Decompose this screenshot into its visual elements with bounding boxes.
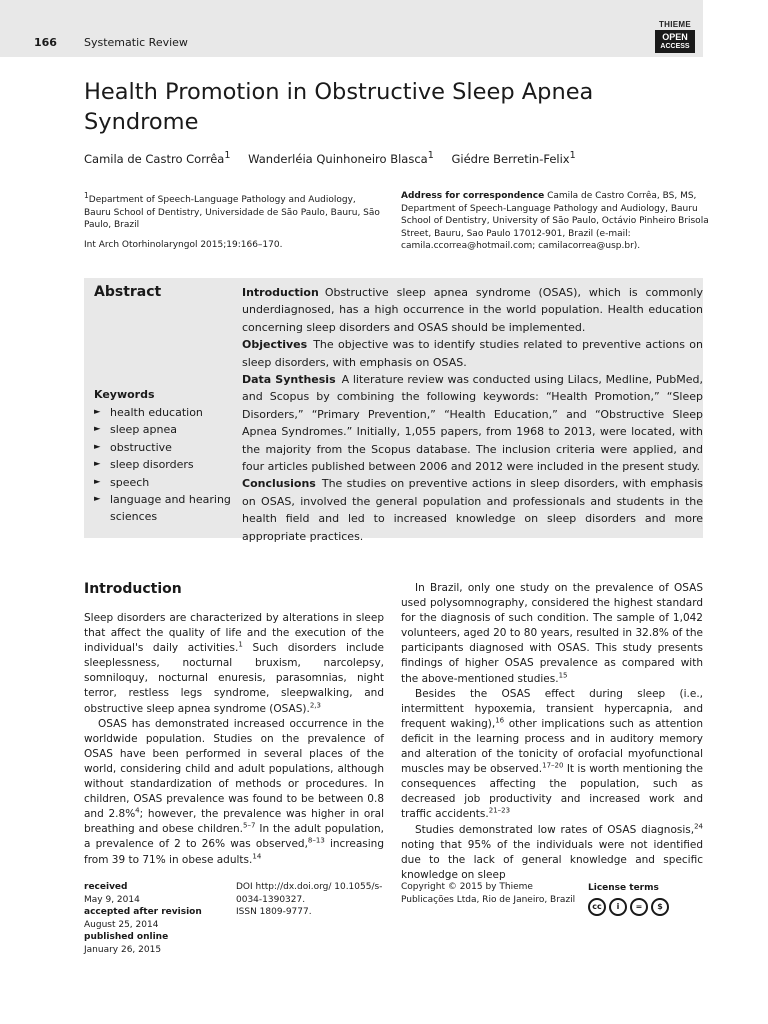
attribution-icon: i <box>609 898 627 916</box>
citation-ref[interactable]: 21–23 <box>488 806 511 815</box>
body-paragraph: In Brazil, only one study on the prevalence of OSAS used polysomnography, considered the highest standard for the diagnosis of such condition. The sample of 1,042 volunteers, aged 20 to 80 years, resulted in 32.8% of the participants diagnosed with OSAS. This study presents findings of higher OSAS prevalence as compared with the above-mentioned studies.$^{15}$ <box>401 582 703 685</box>
body-paragraph: OSAS has demonstrated increased occurrence in the worldwide population. Studies on the prevalence of OSAS have been performed in several places of the world, considering child and adult populations, although without standardization of methods or procedures. In children, OSAS prevalence was found to be between 0.8 and 2.8%$^4$; however, the prevalence was higher in oral breathing and obese children.$^{5-7}$ In the adult population, a prevalence of 2 to 26% was observed,$^{8-13}$ increasing from 39 to 71% in obese adults.$^{14}$ <box>84 717 384 866</box>
citation-ref[interactable]: 4 <box>135 806 140 815</box>
keyword-item: ► obstructive <box>94 439 234 456</box>
page-number: 166 <box>34 36 57 49</box>
citation-ref[interactable]: 17–20 <box>542 761 564 770</box>
journal-citation: Int Arch Otorhinolaryngol 2015;19:166–170. <box>84 240 283 250</box>
doi-issn <box>236 881 386 919</box>
citation-ref[interactable]: 15 <box>558 671 568 680</box>
body-column-right <box>401 581 703 883</box>
keyword-list <box>94 404 234 526</box>
abstract-section: Data Synthesis A literature review was conducted using Lilacs, Medline, PubMed, and Scopus by combining the following keywords: “Health Promotion,” “Sleep Disorders,” “Primary Prevention,” “Health Education,” and “Obstructive Sleep Apnea Syndromes.” Initially, 1,055 papers, from 1968 to 2013, were located, with the majority from the Scopus database. The inclusion criteria were applied, and four articles published between 2006 and 2012 were included in the present study. <box>242 373 703 474</box>
thieme-open-access-logo <box>655 20 695 53</box>
keyword-item: ► sleep apnea <box>94 421 234 438</box>
keywords-heading: Keywords <box>94 388 155 401</box>
abstract-text <box>242 284 703 545</box>
author: Wanderléia Quinhoneiro Blasca$^1$ <box>248 150 434 166</box>
body-paragraph: Besides the OSAS effect during sleep (i.e., intermittent hypoxemia, transient hypercapnia, and frequent waking),$^{16}$ other implications such as attention deficit in the learning process and in auditory memory and alteration of the tonicity of orofacial myofunctional muscles may be observed.$^{17-20}$ It is worth mentioning the consequences affecting the population, such as decreased job productivity and increased work and traffic accidents.$^{21-23}$ <box>401 687 704 821</box>
abstract-section: Introduction Obstructive sleep apnea syndrome (OSAS), which is commonly underdiagnosed, has a high occurrence in the world population. Health education concerning sleep disorders and OSAS should be implemented. <box>242 286 703 334</box>
logo-line-2: OPEN <box>655 30 695 43</box>
author: Giédre Berretin-Felix$^1$ <box>451 150 576 166</box>
citation-ref[interactable]: 14 <box>252 852 262 860</box>
license-label: License terms <box>588 883 659 893</box>
section-label: Systematic Review <box>84 36 188 49</box>
article-dates: received May 9, 2014 accepted after revision August 25, 2014 published online January 26, 2015 <box>84 882 202 955</box>
logo-line-1: THIEME <box>658 20 692 29</box>
keyword-item: ► health education <box>94 404 234 421</box>
citation-ref[interactable]: 5–7 <box>243 821 256 830</box>
license-icons[interactable] <box>588 898 669 916</box>
abstract-section: Conclusions The studies on preventive actions in sleep disorders, with emphasis on OSAS, involved the general population and professionals and students in the health field and led to increased knowledge on sleep disorders and more appropriate practices. <box>242 477 703 543</box>
logo-line-3: ACCESS <box>655 43 695 53</box>
issn: ISSN 1809-9777. <box>236 907 312 917</box>
copyright: Copyright © 2015 by Thieme Publicações Ltda, Rio de Janeiro, Brazil <box>401 882 576 905</box>
keyword-item: ► language and hearing sciences <box>94 491 234 526</box>
keyword-item: ► speech <box>94 474 234 491</box>
introduction-heading: Introduction <box>84 581 182 597</box>
correspondence: Address for correspondence Camila de Castro Corrêa, BS, MS, Department of Speech-Language Pathology and Audiology, Bauru School of Dentistry, University of São Paulo, Octávio Pinheiro Brisola Street, Bauru, Sao Paulo 17012-901, Brazil (e-mail: camila.ccorrea@hotmail.com; camilacorrea@usp.br). <box>401 191 709 251</box>
body-column-left <box>84 611 384 868</box>
abstract-section: Objectives The objective was to identify studies related to preventive actions on sleep disorders, with emphasis on OSAS. <box>242 338 703 369</box>
article-title: Health Promotion in Obstructive Sleep Apnea Syndrome <box>84 79 594 135</box>
citation-ref[interactable]: 24 <box>694 822 703 830</box>
doi-link[interactable]: DOI http://dx.doi.org/ 10.1055/s-0034-1390327. <box>236 882 383 905</box>
author-list <box>84 150 590 166</box>
body-paragraph: Sleep disorders are characterized by alterations in sleep that affect the quality of life and the execution of the individual's daily activities.$^1$ Such disorders include sleeplessness, nocturnal bruxism, narcolepsy, somniloquy, nocturnal enuresis, parasomnias, night terror, restless legs syndrome, sleepwalking, and obstructive sleep apnea syndrome (OSAS).$^{2,3}$ <box>84 612 385 715</box>
no-derivatives-icon: = <box>630 898 648 916</box>
citation-ref[interactable]: 2,3 <box>309 701 321 710</box>
keyword-item: ► sleep disorders <box>94 456 234 473</box>
abstract-heading: Abstract <box>94 284 162 300</box>
citation-ref[interactable]: 16 <box>495 716 505 725</box>
author: Camila de Castro Corrêa$^1$ <box>84 150 231 166</box>
citation-ref[interactable]: 1 <box>238 640 243 649</box>
body-paragraph: Studies demonstrated low rates of OSAS diagnosis,$^{24}$ noting that 95% of the individuals were not identified due to the lack of general knowledge and specific knowledge on sleep <box>401 822 703 881</box>
citation-ref[interactable]: 8–13 <box>307 836 325 845</box>
cc-icon: cc <box>588 898 606 916</box>
non-commercial-icon: $ <box>651 898 669 916</box>
affiliation: $^1$Department of Speech-Language Pathology and Audiology, Bauru School of Dentistry, Universidade de São Paulo, Bauru, São Paulo, Brazil <box>84 191 380 230</box>
